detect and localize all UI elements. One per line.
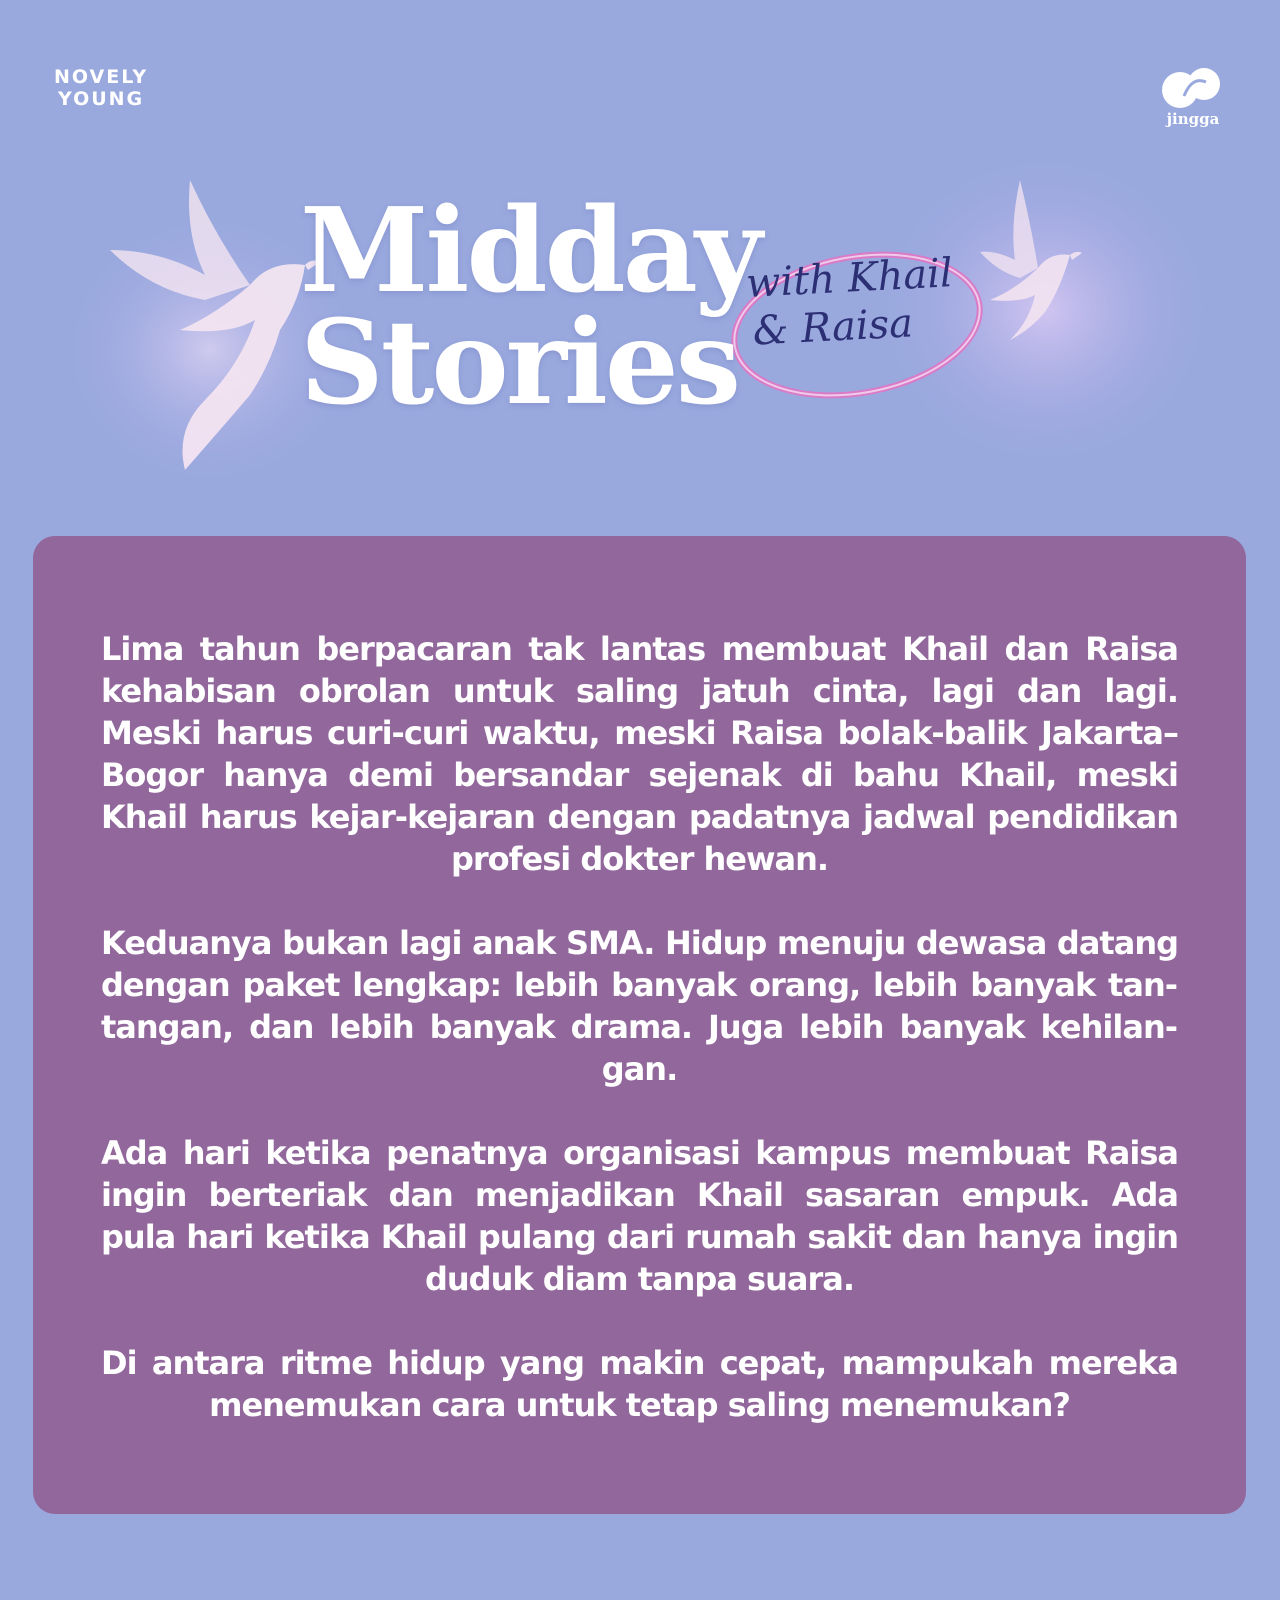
subtitle-line2: & Raisa	[751, 300, 915, 355]
subtitle	[745, 249, 956, 356]
synopsis-paragraph: Keduanya bukan lagi anak SMA. Hidup menuju dewasa datang dengan paket lengkap: lebih banyak orang, lebih banyak tantangan, dan lebih banyak drama. Juga lebih banyak kehilangan.	[101, 924, 1178, 1088]
subtitle-line1: with Khail	[745, 250, 954, 307]
hero-banner	[0, 140, 1280, 520]
title-line1: Midday	[300, 183, 760, 319]
title-line2: Stories	[300, 295, 739, 431]
brand-name: jingga	[1166, 110, 1220, 128]
publisher-logo-line1: NOVELY	[54, 66, 149, 88]
synopsis-paragraph: Ada hari ketika penatnya organisasi kampus membuat Raisa ingin berteriak dan menjadikan Khail sasaran empuk. Ada pula hari ketika Khail pulang dari rumah sakit dan hanya ingin duduk diam tanpa suara.	[101, 1134, 1178, 1298]
synopsis-card	[33, 536, 1246, 1514]
publisher-logo-line2: YOUNG	[57, 88, 145, 110]
double-circle-logo-icon	[1158, 66, 1228, 110]
publisher-logo	[54, 66, 148, 110]
synopsis-paragraph: Lima tahun berpacaran tak lantas membuat Khail dan Raisa kehabisan obrolan untuk saling jatuh cinta, lagi dan lagi. Meski harus curi-curi waktu, meski Raisa bolak-balik Jakarta–Bogor hanya demi bersandar sejenak di bahu Khail, meski Khail harus kejar-kejaran dengan padatnya jadwal pendidikan profesi dokter hewan.	[101, 630, 1178, 878]
synopsis-paragraph: Di antara ritme hidup yang makin cepat, mampukah mereka menemukan cara untuk tetap saling menemukan?	[101, 1344, 1178, 1424]
brand-logo	[1158, 66, 1228, 132]
page-title	[300, 183, 760, 431]
